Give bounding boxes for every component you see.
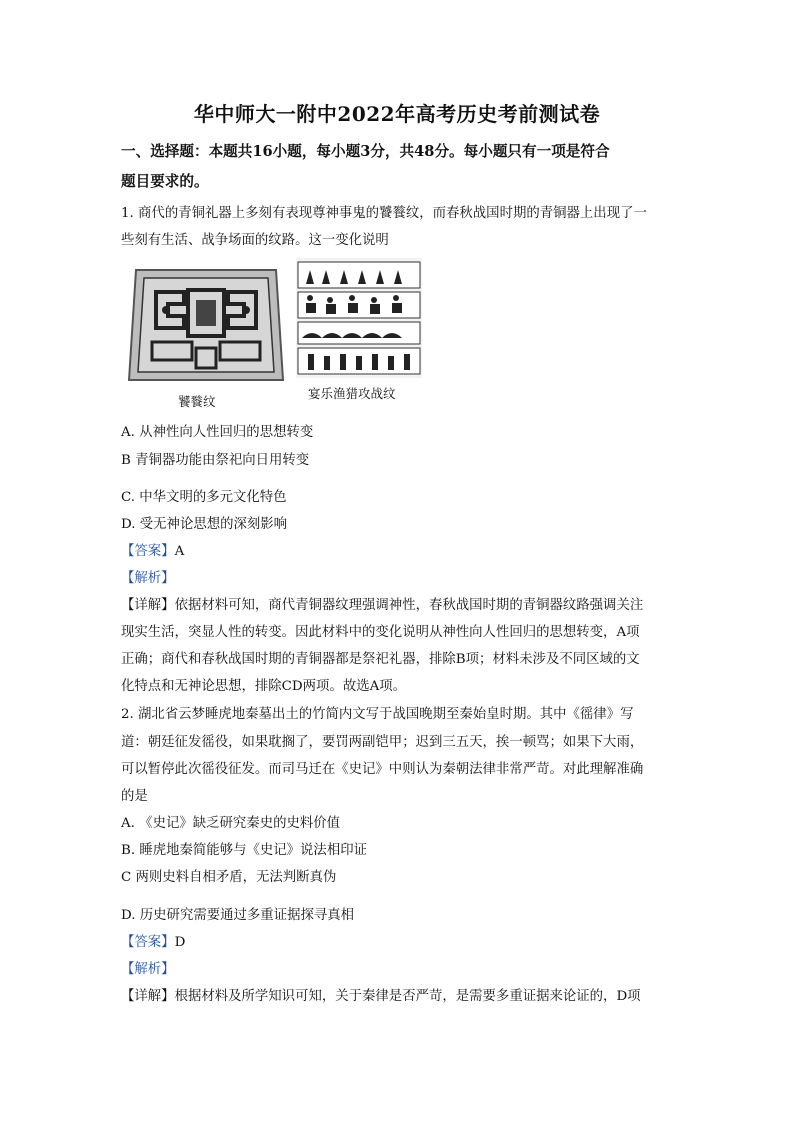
taotie-caption: 饕餮纹 (178, 394, 216, 409)
q2-detail-line1: 【详解】根据材料及所学知识可知，关于秦律是否严苛，是需要多重证据来论证的，D项 (121, 989, 641, 1004)
taotie-pattern-image (126, 262, 286, 387)
q2-answer (121, 931, 185, 950)
q2-stem-line1: 2. 湖北省云梦睡虎地秦墓出土的竹简内文写于战国晚期至秦始皇时期。其中《徭律》写 (121, 707, 634, 722)
q1-option-b: B 青铜器功能由祭祀向日用转变 (121, 453, 310, 468)
q1-stem-line2: 些刻有生活、战争场面的纹路。这一变化说明 (121, 233, 389, 248)
battle-caption: 宴乐渔猎攻战纹 (308, 386, 396, 401)
answer-value: A (174, 544, 185, 559)
q2-option-c: C 两则史料自相矛盾，无法判断真伪 (121, 870, 337, 885)
answer-tag: 【答案】 (121, 935, 175, 950)
q2-stem-line4: 的是 (121, 789, 148, 804)
q1-analysis-tag: 【解析】 (121, 571, 175, 586)
q1-stem-line1: 1. 商代的青铜礼器上多刻有表现尊神事鬼的饕餮纹，而春秋战国时期的青铜器上出现了一 (121, 206, 647, 221)
q1-detail-line2: 现实生活，突显人性的转变。因此材料中的变化说明从神性向人性回归的思想转变，A项 (121, 625, 640, 640)
battle-pattern-image (296, 258, 422, 378)
q1-option-d: D. 受无神论思想的深刻影响 (121, 517, 288, 532)
q1-option-c: C. 中华文明的多元文化特色 (121, 490, 287, 505)
answer-tag: 【答案】 (121, 544, 175, 559)
q1-answer (121, 540, 184, 559)
q1-detail-line3: 正确；商代和春秋战国时期的青铜器都是祭祀礼器，排除B项；材料未涉及不同区域的文 (121, 652, 640, 667)
q1-option-a: A. 从神性向人性回归的思想转变 (121, 425, 314, 440)
q2-option-d: D. 历史研究需要通过多重证据探寻真相 (121, 908, 355, 923)
q2-stem-line2: 道：朝廷征发徭役，如果耽搁了，要罚两副铠甲；迟到三五天，挨一顿骂；如果下大雨， (121, 735, 644, 750)
detail-tag: 【详解】 (121, 989, 175, 1004)
page-title: 华中师大一附中2022年高考历史考前测试卷 (193, 102, 601, 126)
q2-option-b: B. 睡虎地秦简能够与《史记》说法相印证 (121, 843, 367, 858)
q1-detail-line4: 化特点和无神论思想，排除CD两项。故选A项。 (121, 679, 407, 694)
section-heading-line2: 题目要求的。 (121, 173, 209, 190)
q1-detail-line1: 【详解】依据材料可知，商代青铜器纹理强调神性，春秋战国时期的青铜器纹路强调关注 (121, 598, 644, 613)
detail-tag: 【详解】 (121, 598, 175, 613)
answer-value: D (174, 935, 186, 950)
section-heading-line1: 一、选择题：本题共16小题，每小题3分，共48分。每小题只有一项是符合 (121, 143, 610, 160)
q2-analysis-tag: 【解析】 (121, 962, 175, 977)
q2-stem-line3: 可以暂停此次徭役征发。而司马迁在《史记》中则认为秦朝法律非常严苛。对此理解准确 (121, 762, 644, 777)
q2-option-a: A. 《史记》缺乏研究秦史的史料价值 (121, 816, 341, 831)
